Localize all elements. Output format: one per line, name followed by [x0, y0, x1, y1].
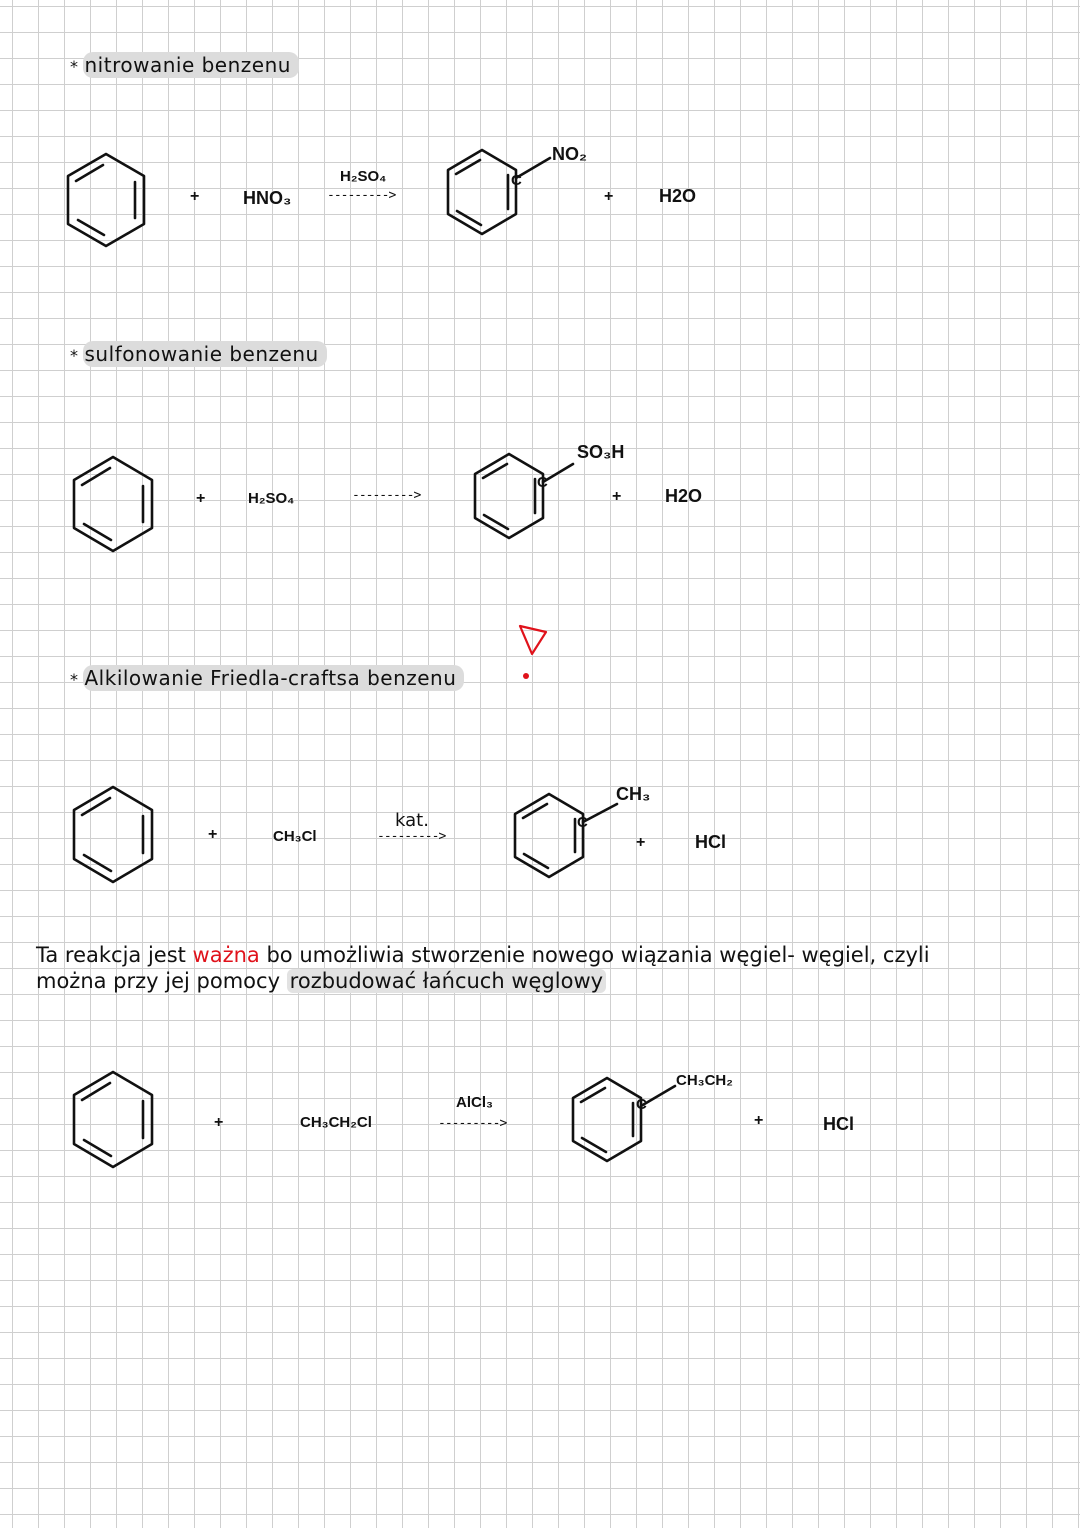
exclamation-mark — [512, 616, 552, 686]
note-line-1 — [36, 942, 930, 968]
note-emphasis: ważna — [192, 943, 260, 967]
byproduct-formula: HCl — [823, 1114, 854, 1134]
benzene-ring-product — [571, 1076, 643, 1164]
heading-text: nitrowanie benzenu — [83, 52, 299, 78]
note-text: bo umożliwia stworzenie nowego wiązania węgiel- węgiel, czyli — [259, 943, 930, 967]
note-text: można przy jej pomocy — [36, 969, 287, 993]
catalyst-formula: AlCl₃ — [456, 1094, 493, 1111]
reagent-formula: HNO₃ — [243, 188, 292, 208]
reagent-formula: CH₃Cl — [273, 828, 317, 845]
heading-text: sulfonowanie benzenu — [83, 341, 327, 367]
ring-carbon-label: C — [577, 814, 588, 831]
bullet-star: * — [70, 670, 79, 689]
plus-sign: + — [636, 834, 646, 851]
catalyst-formula: kat. — [395, 810, 429, 831]
benzene-ring — [72, 1070, 154, 1170]
reaction-arrow: ---------> — [438, 1116, 507, 1131]
benzene-ring — [66, 152, 146, 248]
plus-sign: + — [208, 826, 218, 843]
reaction-arrow: ---------> — [352, 488, 421, 503]
exclamation-icon — [512, 616, 552, 686]
ring-carbon-label: C — [636, 1096, 647, 1113]
bullet-star: * — [70, 57, 79, 76]
heading-text: Alkilowanie Friedla-craftsa benzenu — [83, 665, 465, 691]
benzene-ring-product — [446, 148, 518, 238]
reagent-formula: CH₃CH₂Cl — [300, 1114, 372, 1131]
note-highlight: rozbudować łańcuch węglowy — [287, 969, 606, 993]
catalyst-formula: H₂SO₄ — [340, 168, 387, 185]
plus-sign: + — [190, 188, 200, 205]
substituent-formula: CH₃ — [616, 784, 651, 804]
ring-carbon-label: C — [537, 474, 548, 491]
substituent-formula: SO₃H — [577, 442, 625, 462]
bullet-star: * — [70, 346, 79, 365]
benzene-ring-product — [473, 452, 545, 542]
byproduct-formula: H2O — [665, 486, 703, 506]
section-heading-alkylation — [70, 666, 464, 690]
substituent-formula: CH₃CH₂ — [676, 1072, 733, 1089]
section-heading-sulfonation — [70, 342, 327, 366]
substituent-formula: NO₂ — [552, 144, 587, 164]
reagent-formula: H₂SO₄ — [248, 490, 295, 507]
plus-sign: + — [612, 488, 622, 505]
importance-note — [36, 942, 930, 994]
note-line-2 — [36, 968, 930, 994]
reaction-arrow: ---------> — [377, 829, 446, 844]
reaction-arrow: ---------> — [327, 188, 396, 203]
byproduct-formula: HCl — [695, 832, 726, 852]
byproduct-formula: H2O — [659, 186, 697, 206]
ring-carbon-label: C — [511, 172, 522, 189]
plus-sign: + — [196, 490, 206, 507]
plus-sign: + — [604, 188, 614, 205]
benzene-ring — [72, 455, 154, 553]
plus-sign: + — [214, 1114, 224, 1131]
benzene-ring — [72, 785, 154, 885]
section-heading-nitration — [70, 53, 299, 77]
benzene-ring-product — [513, 792, 585, 880]
plus-sign: + — [754, 1112, 764, 1129]
note-text: Ta reakcja jest — [36, 943, 193, 967]
